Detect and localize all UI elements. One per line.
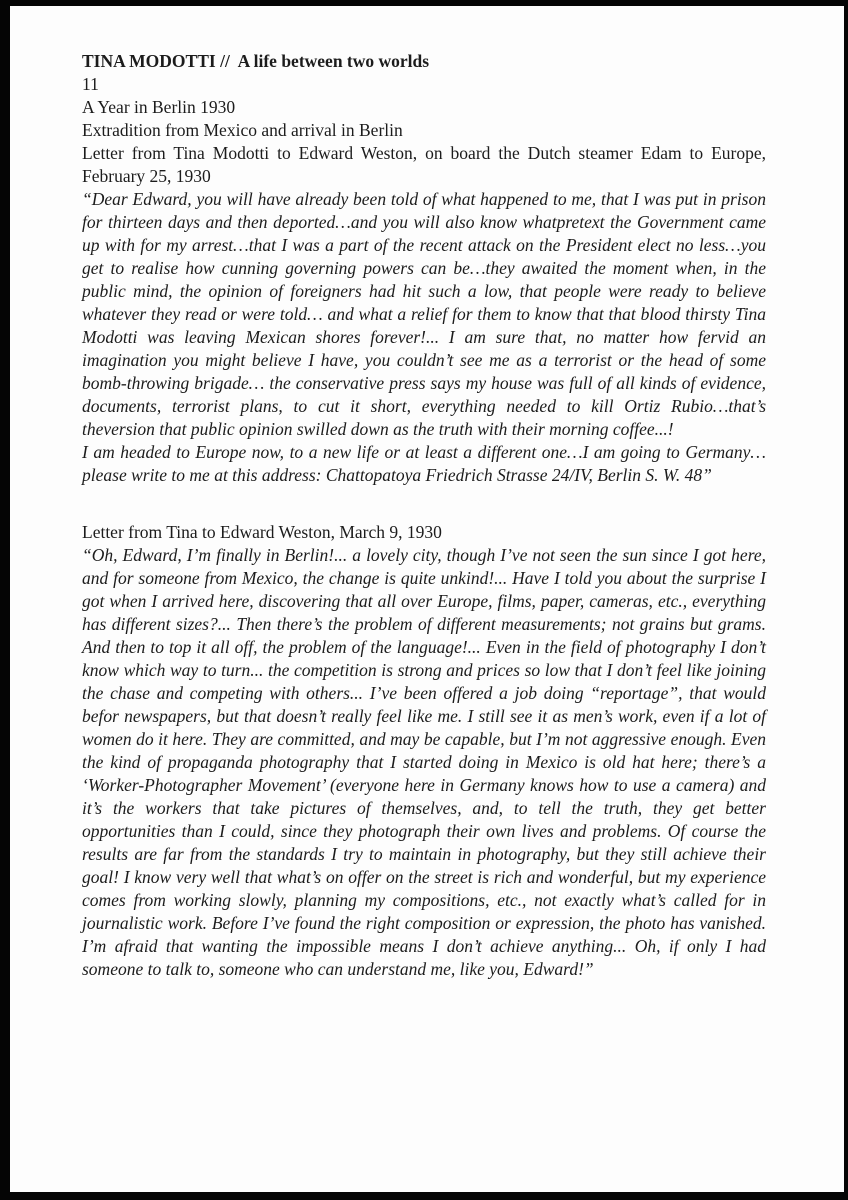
- chapter-title: A Year in Berlin 1930: [82, 97, 236, 117]
- document-content: [10, 6, 844, 981]
- document-page: [10, 6, 844, 1192]
- scene-number: 11: [82, 74, 99, 94]
- document-title: TINA MODOTTI // A life between two worlds: [82, 51, 430, 71]
- letter-1-heading: Letter from Tina Modotti to Edward Weston, on board the Dutch steamer Edam to Europe, February 25, 1930: [82, 143, 766, 186]
- letter-2-heading: Letter from Tina to Edward Weston, March 9, 1930: [82, 522, 442, 542]
- letter-2-paragraph-1: “Oh, Edward, I’m finally in Berlin!... a lovely city, though I’ve not seen the sun since I got here, and for someone from Mexico, the change is quite unkind!... Have I told you about the surprise I got when I arrived here, discovering that all over Europe, films, paper, cameras, etc., everything has different sizes?... Then there’s the problem of different measurements; not grains but grams. And then to top it all off, the problem of the language!... Even in the field of photography I don’t know which way to turn... the competition is strong and prices so low that I don’t feel like joining the chase and competing with others... I’ve been offered a job doing “reportage”, that would befor newspapers, but that doesn’t really feel like me. I still see it as men’s work, even if a lot of women do it here. They are committed, and may be capable, but I’m not aggressive enough. Even the kind of propaganda photography that I started doing in Mexico is old hat here; there’s a ‘Worker-Photographer Movement’ (everyone here in Germany knows how to use a camera) and it’s the workers that take pictures of themselves, and, to tell the truth, they get better opportunities than I could, since they photograph their own lives and problems. Of course the results are far from the standards I try to maintain in photography, but they still achieve their goal! I know very well that what’s on offer on the street is rich and wonderful, but my experience comes from working slowly, planning my compositions, etc., not exactly what’s called for in journalistic work. Before I’ve found the right composition or expression, the photo has vanished. I’m afraid that wanting the impossible means I don’t achieve anything... Oh, if only I had someone to talk to, someone who can understand me, like you, Edward!”: [82, 545, 766, 979]
- letter-1-paragraph-2: I am headed to Europe now, to a new life or at least a different one…I am going to Germany…please write to me at this address: Chattopatoya Friedrich Strasse 24/IV, Berlin S. W. 48”: [82, 442, 766, 485]
- letter-1-paragraph-1: “Dear Edward, you will have already been told of what happened to me, that I was put in prison for thirteen days and then deported…and you will also know whatpretext the Government came up with for my arrest…that I was a part of the recent attack on the President elect no less…you get to realise how cunning governing powers can be…they awaited the moment when, in the public mind, the opinion of foreigners had hit such a low, that people were ready to believe whatever they read or were told… and what a relief for them to know that that blood thirsty Tina Modotti was leaving Mexican shores forever!... I am sure that, no matter how fervid an imagination you might believe I have, you couldn’t see me as a terrorist or the head of some bomb-throwing brigade… the conservative press says my house was full of all kinds of evidence, documents, terrorist plans, to cut it short, everything needed to kill Ortiz Rubio…that’s theversion that public opinion swilled down as the truth with their morning coffee...!: [82, 189, 766, 439]
- section-subtitle: Extradition from Mexico and arrival in Berlin: [82, 120, 403, 140]
